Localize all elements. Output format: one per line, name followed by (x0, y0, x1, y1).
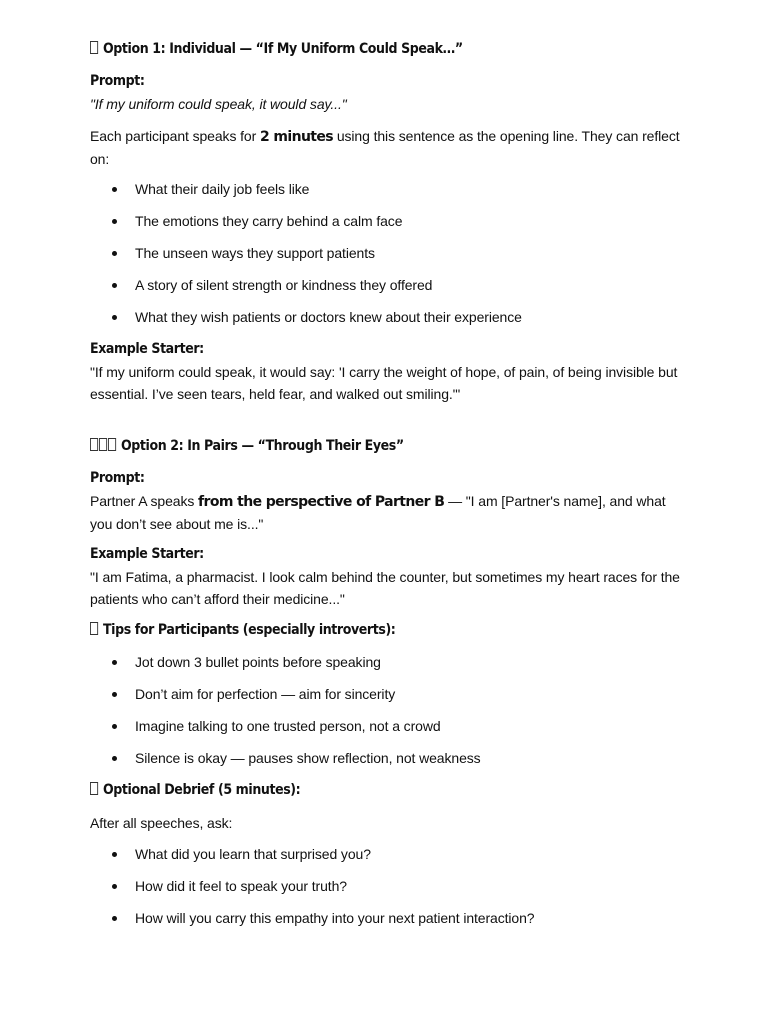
emoji-placeholder-icon (108, 438, 116, 451)
bullet-icon (112, 283, 117, 288)
debrief-heading-text: Optional Debrief (5 minutes): (102, 782, 301, 798)
option2-heading-text: Option 2: In Pairs — “Through Their Eyes” (120, 438, 404, 454)
bullet-icon (112, 756, 117, 761)
prompt-after: — "I am [Partner's name], and what you don’t see about me is..." (90, 493, 666, 532)
instruction-emphasis: 2 minutes (259, 129, 334, 145)
option1-prompt-label: Prompt: (90, 73, 145, 89)
emoji-placeholder-icon (90, 782, 98, 795)
bullet-icon (112, 884, 117, 889)
option1-heading-text: Option 1: Individual — “If My Uniform Could Speak…” (102, 41, 463, 57)
bullet-icon (112, 916, 117, 921)
bullet-icon (112, 724, 117, 729)
option2-prompt-text (90, 490, 680, 535)
instruction-before: Each participant speaks for (90, 128, 260, 144)
option1-example-text: "If my uniform could speak, it would say: 'I carry the weight of hope, of pain, of being invisible but essential. I’ve seen tears, held fear, and walked out smiling.'" (90, 364, 678, 402)
option2-heading (90, 436, 404, 456)
option1-example-label: Example Starter: (90, 341, 204, 357)
emoji-placeholder-icon (90, 41, 98, 54)
option2-example-text: "I am Fatima, a pharmacist. I look calm behind the counter, but sometimes my heart races for the patients who can’t afford their medicine..." (90, 569, 680, 607)
debrief-heading (90, 780, 300, 800)
prompt-emphasis: from the perspective of Partner B (198, 494, 445, 510)
option1-heading (90, 39, 463, 59)
option2-prompt-label: Prompt: (90, 470, 145, 486)
bullet-icon (112, 852, 117, 857)
tips-heading-text: Tips for Participants (especially introverts): (102, 622, 396, 638)
option1-instruction (90, 125, 680, 170)
tips-heading (90, 620, 395, 640)
emoji-placeholder-icon (99, 438, 107, 451)
emoji-placeholder-icon (90, 622, 98, 635)
bullet-icon (112, 187, 117, 192)
bullet-icon (112, 251, 117, 256)
debrief-intro: After all speeches, ask: (90, 815, 233, 831)
option1-prompt-text: "If my uniform could speak, it would say..." (90, 96, 347, 112)
prompt-before: Partner A speaks (90, 493, 199, 509)
instruction-after: using this sentence as the opening line. They can reflect on: (90, 128, 680, 167)
bullet-icon (112, 692, 117, 697)
bullet-icon (112, 219, 117, 224)
option2-example-label: Example Starter: (90, 546, 204, 562)
bullet-icon (112, 660, 117, 665)
emoji-placeholder-icon (90, 438, 98, 451)
bullet-icon (112, 315, 117, 320)
